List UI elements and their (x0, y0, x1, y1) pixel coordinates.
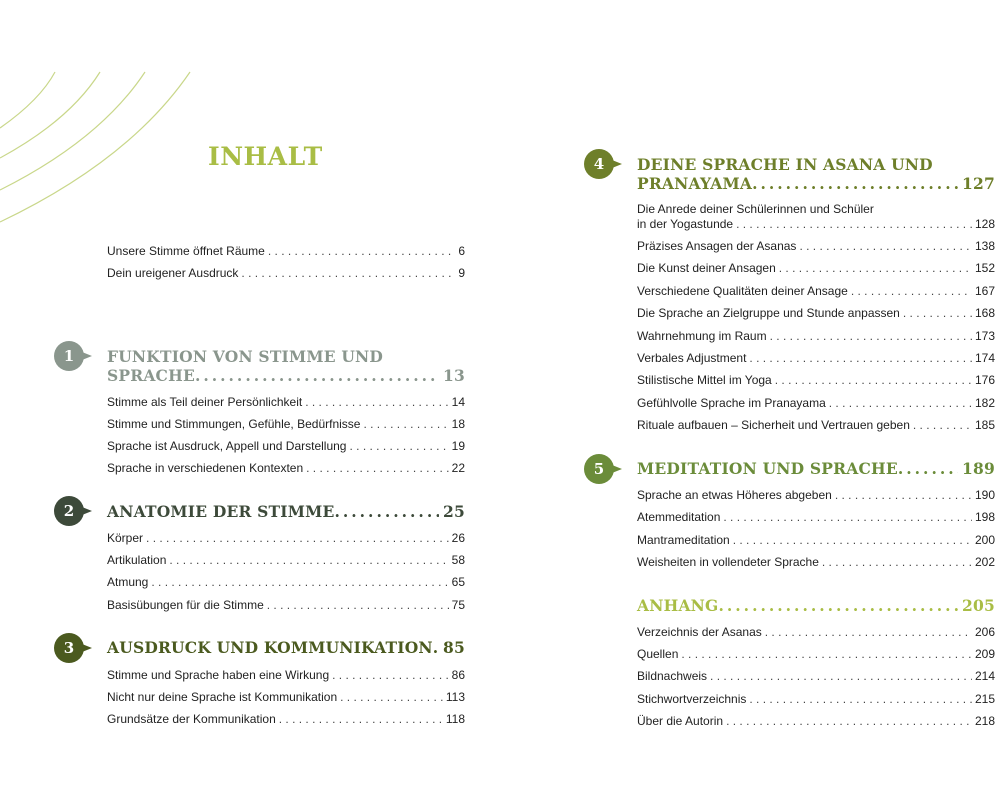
toc-entry[interactable]: Verzeichnis der Asanas . . . 206 (637, 625, 995, 640)
chapter-number-badge: 1 (54, 341, 84, 371)
toc-entry[interactable]: Stimme und Sprache haben eine Wirkung . . . 86 (107, 668, 465, 683)
toc-entry[interactable]: Körper . . . 26 (107, 531, 465, 546)
toc-entry[interactable]: Verbales Adjustment . . . 174 (637, 351, 995, 366)
chapter-heading[interactable]: AUSDRUCK UND KOMMUNIKATION ..... 85 (107, 638, 465, 657)
toc-entry[interactable]: Unsere Stimme öffnet Räume . . . 6 (107, 244, 465, 259)
toc-entry[interactable]: Die Sprache an Zielgruppe und Stunde anpassen . . . 168 (637, 306, 995, 321)
chapter-heading[interactable]: ANATOMIE DER STIMME ..... 25 (107, 502, 465, 521)
decorative-arcs (0, 0, 200, 240)
chapter-heading[interactable]: FUNKTION VON STIMME UND SPRACHE ..... 13 (107, 347, 465, 385)
appendix-heading[interactable]: ANHANG ..... 205 (637, 596, 995, 615)
toc-entry[interactable]: Die Kunst deiner Ansagen . . . 152 (637, 261, 995, 276)
page-title: INHALT (208, 142, 323, 171)
chapter-heading[interactable]: DEINE SPRACHE IN ASANA UND PRANAYAMA ..... 127 (637, 155, 995, 193)
toc-entry[interactable]: Rituale aufbauen – Sicherheit und Vertrauen geben . . . 185 (637, 418, 995, 433)
chapter-heading[interactable]: MEDITATION UND SPRACHE ..... 189 (637, 459, 995, 478)
toc-entry[interactable]: Sprache ist Ausdruck, Appell und Darstellung . . . 19 (107, 439, 465, 454)
toc-entry[interactable]: Artikulation . . . 58 (107, 553, 465, 568)
chapter-number-badge: 4 (584, 149, 614, 179)
toc-entry[interactable]: Nicht nur deine Sprache ist Kommunikation . . . 113 (107, 690, 465, 705)
toc-entry[interactable]: Dein ureigener Ausdruck . . . 9 (107, 266, 465, 281)
toc-entry[interactable]: Stimme als Teil deiner Persönlichkeit . . . 14 (107, 395, 465, 410)
toc-entry[interactable]: Sprache in verschiedenen Kontexten . . . 22 (107, 461, 465, 476)
toc-entry[interactable]: Mantrameditation . . . 200 (637, 533, 995, 548)
toc-entry[interactable]: Grundsätze der Kommunikation . . . 118 (107, 712, 465, 727)
toc-entry[interactable]: Über die Autorin . . . 218 (637, 714, 995, 729)
toc-entry[interactable]: Quellen . . . 209 (637, 647, 995, 662)
toc-entry[interactable]: Wahrnehmung im Raum . . . 173 (637, 329, 995, 344)
toc-entry[interactable]: Atemmeditation . . . 198 (637, 510, 995, 525)
toc-entry[interactable]: Stichwortverzeichnis . . . 215 (637, 692, 995, 707)
toc-entry[interactable]: Sprache an etwas Höheres abgeben . . . 190 (637, 488, 995, 503)
toc-entry[interactable]: Gefühlvolle Sprache im Pranayama . . . 182 (637, 396, 995, 411)
chapter-number-badge: 5 (584, 454, 614, 484)
toc-entry[interactable]: Präzises Ansagen der Asanas . . . 138 (637, 239, 995, 254)
toc-entry[interactable]: Stilistische Mittel im Yoga . . . 176 (637, 373, 995, 388)
toc-entry[interactable]: Die Anrede deiner Schülerinnen und Schüler in der Yogastunde . . . 128 (637, 202, 995, 232)
chapter-number-badge: 3 (54, 633, 84, 663)
toc-entry[interactable]: Weisheiten in vollendeter Sprache . . . 202 (637, 555, 995, 570)
toc-entry[interactable]: Atmung . . . 65 (107, 575, 465, 590)
chapter-number-badge: 2 (54, 496, 84, 526)
toc-entry[interactable]: Basisübungen für die Stimme . . . 75 (107, 598, 465, 613)
toc-entry[interactable]: Verschiedene Qualitäten deiner Ansage . . . 167 (637, 284, 995, 299)
toc-entry[interactable]: Stimme und Stimmungen, Gefühle, Bedürfnisse . . . 18 (107, 417, 465, 432)
toc-entry[interactable]: Bildnachweis . . . 214 (637, 669, 995, 684)
